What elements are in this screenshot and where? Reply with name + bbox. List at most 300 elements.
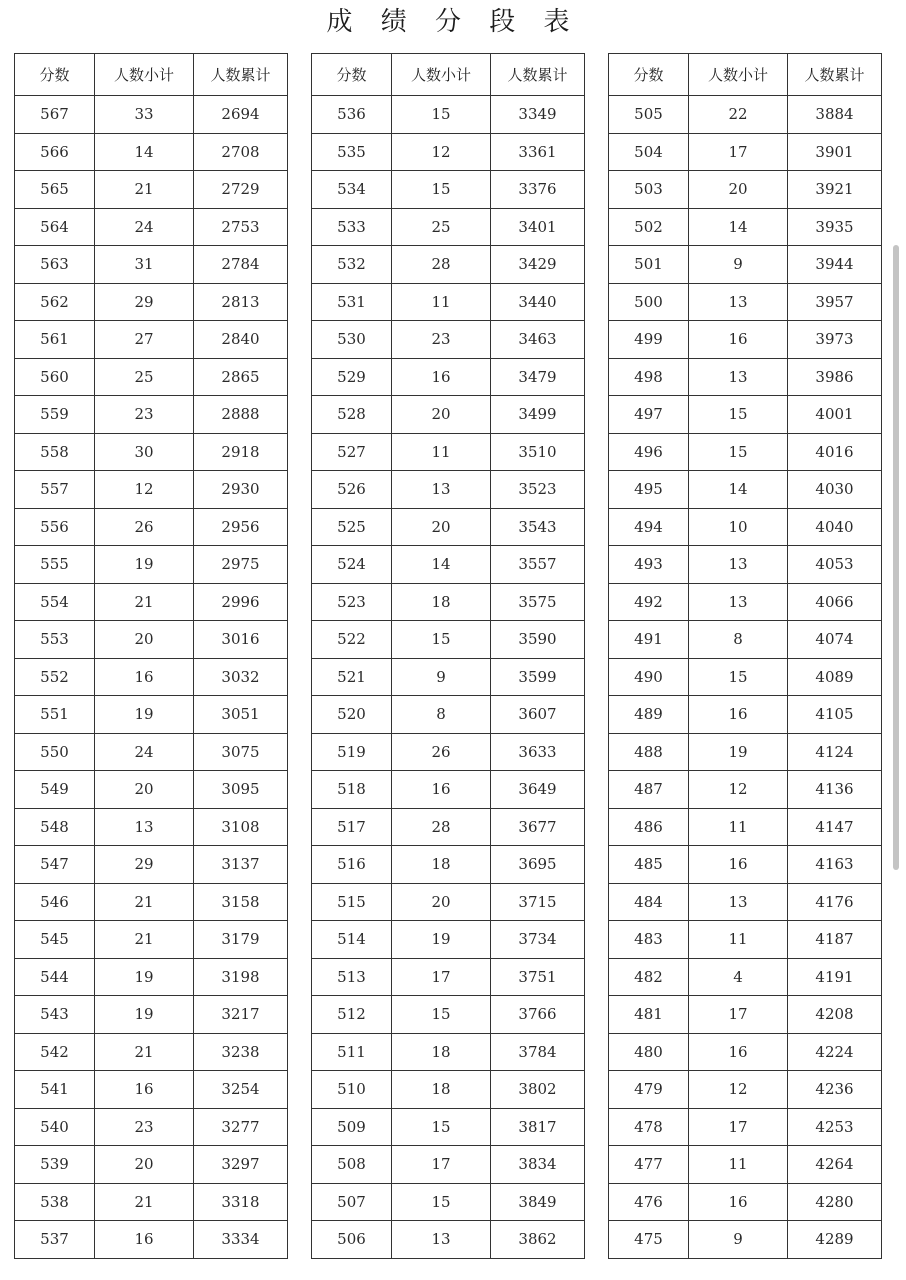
cell-count: 17 xyxy=(689,996,788,1034)
cell-score: 546 xyxy=(15,883,95,921)
cell-score: 508 xyxy=(312,1146,392,1184)
cell-score: 527 xyxy=(312,433,392,471)
table-row xyxy=(15,1183,288,1221)
table-row xyxy=(15,808,288,846)
table-row xyxy=(312,958,585,996)
table-row xyxy=(312,1071,585,1109)
table-row xyxy=(15,508,288,546)
cell-score: 538 xyxy=(15,1183,95,1221)
cell-score: 550 xyxy=(15,733,95,771)
cell-count: 19 xyxy=(95,546,194,584)
cell-cumulative: 4208 xyxy=(788,996,882,1034)
cell-cumulative: 4289 xyxy=(788,1221,882,1259)
table-row xyxy=(15,921,288,959)
cell-count: 24 xyxy=(95,208,194,246)
cell-score: 491 xyxy=(609,621,689,659)
cell-count: 15 xyxy=(689,433,788,471)
cell-score: 539 xyxy=(15,1146,95,1184)
cell-score: 476 xyxy=(609,1183,689,1221)
cell-count: 17 xyxy=(392,958,491,996)
cell-cumulative: 4264 xyxy=(788,1146,882,1184)
table-row xyxy=(609,283,882,321)
cell-count: 13 xyxy=(689,546,788,584)
table-row xyxy=(609,1221,882,1259)
cell-count: 23 xyxy=(392,321,491,359)
cell-score: 499 xyxy=(609,321,689,359)
cell-score: 553 xyxy=(15,621,95,659)
table-row xyxy=(609,171,882,209)
table-row xyxy=(609,996,882,1034)
cell-cumulative: 4040 xyxy=(788,508,882,546)
cell-cumulative: 3429 xyxy=(491,246,585,284)
table-row xyxy=(312,1221,585,1259)
cell-cumulative: 3973 xyxy=(788,321,882,359)
cell-score: 567 xyxy=(15,96,95,134)
cell-score: 542 xyxy=(15,1033,95,1071)
table-row xyxy=(15,171,288,209)
cell-count: 23 xyxy=(95,396,194,434)
cell-count: 29 xyxy=(95,846,194,884)
cell-score: 552 xyxy=(15,658,95,696)
cell-count: 4 xyxy=(689,958,788,996)
cell-score: 536 xyxy=(312,96,392,134)
cell-score: 549 xyxy=(15,771,95,809)
cell-score: 519 xyxy=(312,733,392,771)
cell-count: 14 xyxy=(392,546,491,584)
cell-cumulative: 3254 xyxy=(194,1071,288,1109)
cell-count: 11 xyxy=(689,921,788,959)
cell-score: 498 xyxy=(609,358,689,396)
cell-score: 475 xyxy=(609,1221,689,1259)
cell-score: 494 xyxy=(609,508,689,546)
cell-cumulative: 2813 xyxy=(194,283,288,321)
score-table-1 xyxy=(14,53,288,1259)
cell-count: 19 xyxy=(95,958,194,996)
cell-cumulative: 4053 xyxy=(788,546,882,584)
cell-count: 13 xyxy=(689,583,788,621)
cell-score: 496 xyxy=(609,433,689,471)
table-row xyxy=(312,171,585,209)
header-score: 分数 xyxy=(15,54,95,96)
table-row xyxy=(609,696,882,734)
cell-count: 19 xyxy=(95,696,194,734)
cell-cumulative: 4074 xyxy=(788,621,882,659)
cell-cumulative: 2888 xyxy=(194,396,288,434)
cell-count: 22 xyxy=(689,96,788,134)
cell-score: 520 xyxy=(312,696,392,734)
table-row xyxy=(609,1108,882,1146)
cell-count: 25 xyxy=(392,208,491,246)
cell-score: 522 xyxy=(312,621,392,659)
scrollbar-thumb[interactable] xyxy=(893,245,899,870)
cell-cumulative: 3935 xyxy=(788,208,882,246)
cell-count: 28 xyxy=(392,246,491,284)
table-row xyxy=(312,283,585,321)
header-count: 人数小计 xyxy=(95,54,194,96)
table-row xyxy=(312,1108,585,1146)
cell-score: 548 xyxy=(15,808,95,846)
score-table-3 xyxy=(608,53,882,1259)
table-header-row xyxy=(609,54,882,96)
table-row xyxy=(15,396,288,434)
cell-score: 492 xyxy=(609,583,689,621)
cell-count: 13 xyxy=(392,1221,491,1259)
cell-count: 19 xyxy=(689,733,788,771)
cell-cumulative: 3318 xyxy=(194,1183,288,1221)
cell-count: 15 xyxy=(392,96,491,134)
cell-count: 23 xyxy=(95,1108,194,1146)
cell-score: 506 xyxy=(312,1221,392,1259)
table-row xyxy=(609,471,882,509)
cell-cumulative: 3557 xyxy=(491,546,585,584)
table-row xyxy=(312,471,585,509)
cell-cumulative: 2729 xyxy=(194,171,288,209)
cell-count: 24 xyxy=(95,733,194,771)
cell-cumulative: 3751 xyxy=(491,958,585,996)
header-cumulative: 人数累计 xyxy=(491,54,585,96)
table-row xyxy=(609,621,882,659)
cell-cumulative: 2996 xyxy=(194,583,288,621)
header-score: 分数 xyxy=(609,54,689,96)
table-row xyxy=(312,133,585,171)
cell-score: 504 xyxy=(609,133,689,171)
cell-cumulative: 3198 xyxy=(194,958,288,996)
cell-score: 518 xyxy=(312,771,392,809)
cell-score: 533 xyxy=(312,208,392,246)
table-row xyxy=(15,696,288,734)
table-row xyxy=(609,546,882,584)
cell-count: 21 xyxy=(95,883,194,921)
table-row xyxy=(609,433,882,471)
header-score: 分数 xyxy=(312,54,392,96)
cell-cumulative: 2840 xyxy=(194,321,288,359)
cell-cumulative: 3238 xyxy=(194,1033,288,1071)
cell-count: 31 xyxy=(95,246,194,284)
cell-score: 532 xyxy=(312,246,392,284)
cell-cumulative: 3862 xyxy=(491,1221,585,1259)
table-row xyxy=(312,208,585,246)
table-row xyxy=(609,771,882,809)
cell-score: 513 xyxy=(312,958,392,996)
cell-cumulative: 3944 xyxy=(788,246,882,284)
cell-score: 510 xyxy=(312,1071,392,1109)
cell-count: 18 xyxy=(392,583,491,621)
table-header-row xyxy=(15,54,288,96)
header-count: 人数小计 xyxy=(392,54,491,96)
cell-cumulative: 3590 xyxy=(491,621,585,659)
cell-cumulative: 2694 xyxy=(194,96,288,134)
cell-count: 19 xyxy=(392,921,491,959)
table-row xyxy=(15,1071,288,1109)
table-row xyxy=(312,433,585,471)
cell-count: 20 xyxy=(689,171,788,209)
cell-score: 556 xyxy=(15,508,95,546)
cell-count: 20 xyxy=(95,621,194,659)
cell-cumulative: 4105 xyxy=(788,696,882,734)
cell-cumulative: 3179 xyxy=(194,921,288,959)
cell-count: 16 xyxy=(689,321,788,359)
table-row xyxy=(15,583,288,621)
cell-score: 480 xyxy=(609,1033,689,1071)
cell-score: 500 xyxy=(609,283,689,321)
cell-score: 561 xyxy=(15,321,95,359)
cell-score: 528 xyxy=(312,396,392,434)
cell-count: 16 xyxy=(392,771,491,809)
cell-cumulative: 3376 xyxy=(491,171,585,209)
table-row xyxy=(312,846,585,884)
cell-cumulative: 3575 xyxy=(491,583,585,621)
table-header-row xyxy=(312,54,585,96)
cell-cumulative: 3599 xyxy=(491,658,585,696)
cell-score: 482 xyxy=(609,958,689,996)
table-row xyxy=(609,96,882,134)
table-row xyxy=(15,433,288,471)
cell-score: 559 xyxy=(15,396,95,434)
cell-cumulative: 3217 xyxy=(194,996,288,1034)
cell-score: 530 xyxy=(312,321,392,359)
cell-count: 18 xyxy=(392,1033,491,1071)
cell-score: 512 xyxy=(312,996,392,1034)
cell-cumulative: 4163 xyxy=(788,846,882,884)
cell-cumulative: 3032 xyxy=(194,658,288,696)
cell-count: 11 xyxy=(392,433,491,471)
table-body xyxy=(15,96,288,1259)
cell-score: 488 xyxy=(609,733,689,771)
table-row xyxy=(312,246,585,284)
cell-count: 16 xyxy=(689,1183,788,1221)
cell-score: 516 xyxy=(312,846,392,884)
cell-count: 21 xyxy=(95,1033,194,1071)
cell-score: 551 xyxy=(15,696,95,734)
cell-cumulative: 4124 xyxy=(788,733,882,771)
cell-count: 18 xyxy=(392,846,491,884)
cell-cumulative: 2930 xyxy=(194,471,288,509)
cell-score: 554 xyxy=(15,583,95,621)
cell-cumulative: 3440 xyxy=(491,283,585,321)
cell-cumulative: 3986 xyxy=(788,358,882,396)
cell-score: 564 xyxy=(15,208,95,246)
cell-score: 489 xyxy=(609,696,689,734)
cell-cumulative: 3834 xyxy=(491,1146,585,1184)
table-row xyxy=(609,508,882,546)
cell-count: 16 xyxy=(689,696,788,734)
cell-count: 15 xyxy=(392,171,491,209)
cell-cumulative: 3849 xyxy=(491,1183,585,1221)
cell-count: 28 xyxy=(392,808,491,846)
cell-score: 557 xyxy=(15,471,95,509)
cell-score: 523 xyxy=(312,583,392,621)
cell-count: 16 xyxy=(689,846,788,884)
cell-score: 502 xyxy=(609,208,689,246)
table-row xyxy=(15,1146,288,1184)
table-row xyxy=(609,358,882,396)
cell-count: 15 xyxy=(392,996,491,1034)
cell-cumulative: 2753 xyxy=(194,208,288,246)
cell-cumulative: 3158 xyxy=(194,883,288,921)
table-row xyxy=(15,883,288,921)
cell-cumulative: 3510 xyxy=(491,433,585,471)
table-row xyxy=(312,1183,585,1221)
cell-count: 21 xyxy=(95,1183,194,1221)
cell-count: 27 xyxy=(95,321,194,359)
cell-score: 505 xyxy=(609,96,689,134)
table-row xyxy=(15,996,288,1034)
cell-score: 540 xyxy=(15,1108,95,1146)
table-row xyxy=(15,96,288,134)
cell-score: 495 xyxy=(609,471,689,509)
table-row xyxy=(609,321,882,359)
cell-count: 20 xyxy=(95,771,194,809)
table-row xyxy=(15,621,288,659)
cell-count: 16 xyxy=(392,358,491,396)
table-row xyxy=(15,246,288,284)
table-row xyxy=(312,808,585,846)
cell-cumulative: 3649 xyxy=(491,771,585,809)
cell-count: 17 xyxy=(689,1108,788,1146)
cell-cumulative: 4191 xyxy=(788,958,882,996)
cell-count: 13 xyxy=(95,808,194,846)
cell-cumulative: 3277 xyxy=(194,1108,288,1146)
cell-count: 14 xyxy=(689,471,788,509)
cell-count: 33 xyxy=(95,96,194,134)
table-row xyxy=(609,1071,882,1109)
header-cumulative: 人数累计 xyxy=(194,54,288,96)
cell-count: 16 xyxy=(689,1033,788,1071)
cell-count: 26 xyxy=(392,733,491,771)
table-row xyxy=(312,508,585,546)
cell-score: 479 xyxy=(609,1071,689,1109)
table-row xyxy=(15,208,288,246)
cell-cumulative: 2975 xyxy=(194,546,288,584)
cell-score: 503 xyxy=(609,171,689,209)
cell-cumulative: 3695 xyxy=(491,846,585,884)
cell-count: 13 xyxy=(689,883,788,921)
cell-score: 484 xyxy=(609,883,689,921)
table-row xyxy=(609,921,882,959)
cell-score: 526 xyxy=(312,471,392,509)
cell-cumulative: 3734 xyxy=(491,921,585,959)
table-row xyxy=(609,133,882,171)
cell-count: 20 xyxy=(95,1146,194,1184)
cell-score: 493 xyxy=(609,546,689,584)
table-row xyxy=(312,396,585,434)
cell-score: 524 xyxy=(312,546,392,584)
cell-count: 20 xyxy=(392,508,491,546)
cell-score: 483 xyxy=(609,921,689,959)
cell-cumulative: 2708 xyxy=(194,133,288,171)
cell-score: 541 xyxy=(15,1071,95,1109)
cell-count: 21 xyxy=(95,921,194,959)
cell-score: 565 xyxy=(15,171,95,209)
cell-score: 525 xyxy=(312,508,392,546)
cell-count: 21 xyxy=(95,583,194,621)
cell-score: 477 xyxy=(609,1146,689,1184)
table-row xyxy=(312,546,585,584)
table-row xyxy=(15,283,288,321)
cell-cumulative: 3802 xyxy=(491,1071,585,1109)
cell-cumulative: 4176 xyxy=(788,883,882,921)
table-row xyxy=(15,958,288,996)
cell-count: 13 xyxy=(689,358,788,396)
cell-score: 501 xyxy=(609,246,689,284)
page-title: 成 绩 分 段 表 xyxy=(326,7,580,37)
cell-cumulative: 4236 xyxy=(788,1071,882,1109)
cell-score: 481 xyxy=(609,996,689,1034)
cell-cumulative: 3715 xyxy=(491,883,585,921)
cell-count: 26 xyxy=(95,508,194,546)
table-row xyxy=(15,1108,288,1146)
cell-cumulative: 3463 xyxy=(491,321,585,359)
table-row xyxy=(609,808,882,846)
cell-count: 15 xyxy=(392,1108,491,1146)
cell-count: 21 xyxy=(95,171,194,209)
table-row xyxy=(312,733,585,771)
cell-score: 514 xyxy=(312,921,392,959)
cell-count: 18 xyxy=(392,1071,491,1109)
cell-cumulative: 4136 xyxy=(788,771,882,809)
cell-count: 8 xyxy=(392,696,491,734)
cell-score: 537 xyxy=(15,1221,95,1259)
cell-score: 555 xyxy=(15,546,95,584)
table-row xyxy=(312,1033,585,1071)
table-row xyxy=(312,696,585,734)
cell-count: 15 xyxy=(689,396,788,434)
cell-score: 517 xyxy=(312,808,392,846)
cell-count: 16 xyxy=(95,658,194,696)
cell-cumulative: 3137 xyxy=(194,846,288,884)
table-body xyxy=(312,96,585,1259)
cell-score: 511 xyxy=(312,1033,392,1071)
cell-score: 486 xyxy=(609,808,689,846)
table-row xyxy=(312,771,585,809)
cell-cumulative: 3479 xyxy=(491,358,585,396)
table-row xyxy=(609,246,882,284)
cell-cumulative: 3766 xyxy=(491,996,585,1034)
table-row xyxy=(15,133,288,171)
cell-count: 14 xyxy=(689,208,788,246)
cell-count: 20 xyxy=(392,396,491,434)
table-row xyxy=(609,883,882,921)
cell-cumulative: 2784 xyxy=(194,246,288,284)
cell-cumulative: 3361 xyxy=(491,133,585,171)
cell-score: 497 xyxy=(609,396,689,434)
cell-cumulative: 3499 xyxy=(491,396,585,434)
cell-count: 30 xyxy=(95,433,194,471)
cell-cumulative: 3075 xyxy=(194,733,288,771)
cell-cumulative: 3633 xyxy=(491,733,585,771)
cell-cumulative: 3901 xyxy=(788,133,882,171)
cell-cumulative: 3401 xyxy=(491,208,585,246)
cell-cumulative: 3884 xyxy=(788,96,882,134)
table-row xyxy=(15,733,288,771)
cell-cumulative: 2918 xyxy=(194,433,288,471)
cell-cumulative: 3817 xyxy=(491,1108,585,1146)
cell-cumulative: 3677 xyxy=(491,808,585,846)
table-row xyxy=(15,471,288,509)
cell-count: 15 xyxy=(689,658,788,696)
cell-count: 19 xyxy=(95,996,194,1034)
table-row xyxy=(312,321,585,359)
table-row xyxy=(15,1221,288,1259)
cell-score: 535 xyxy=(312,133,392,171)
cell-score: 543 xyxy=(15,996,95,1034)
cell-count: 11 xyxy=(689,1146,788,1184)
table-row xyxy=(312,996,585,1034)
cell-count: 25 xyxy=(95,358,194,396)
cell-score: 478 xyxy=(609,1108,689,1146)
cell-cumulative: 3957 xyxy=(788,283,882,321)
table-row xyxy=(312,1146,585,1184)
